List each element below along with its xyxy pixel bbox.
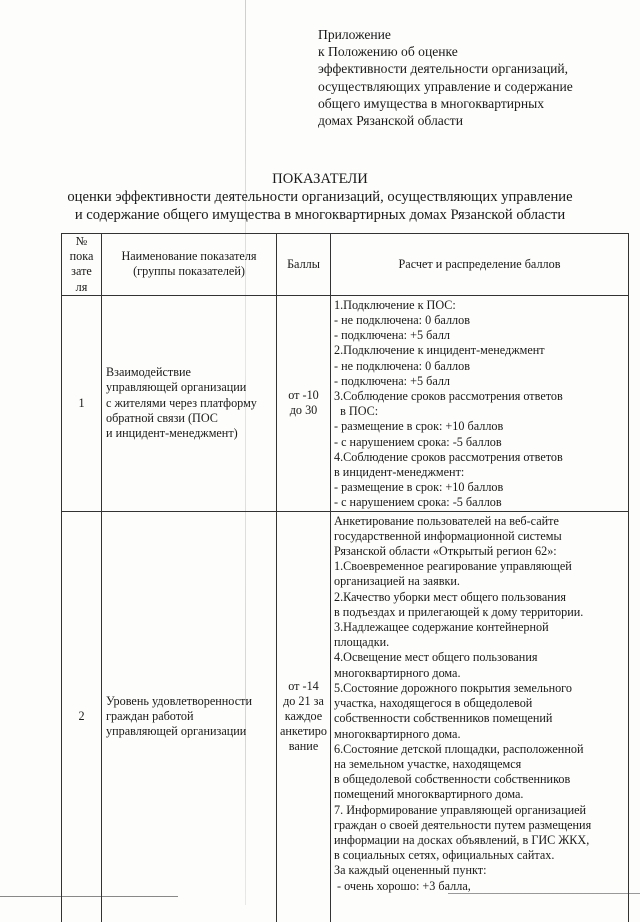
row-calc-line: 7. Информирование управляющей организацией [334,802,587,817]
row-points [277,295,331,511]
row-name-line: Взаимодействие [106,365,191,380]
row-calc-line: 1.Своевременное реагирование управляющей [334,559,572,574]
row-name-line: и инцидент-менеджмент) [106,426,238,441]
row-calc-line: в общедолевой собственности собственников [334,772,571,787]
row-calc-line: в подъездах и прилегающей к дому территории. [334,604,584,619]
row-calc-line: 2.Подключение к инцидент-менеджмент [334,343,545,358]
row-points-line: до 30 [289,403,318,418]
row-calc-line: - размещение в срок: +10 баллов [334,480,504,495]
row-calc-line: - не подключена: 0 баллов [334,358,470,373]
header-name-line: Наименование показателя [121,249,257,264]
header-calc: Расчет и распределение баллов [331,234,629,296]
row-calc-line: 4.Соблюдение сроков рассмотрения ответов [334,449,563,464]
appendix-block [318,26,618,129]
indicators-table [61,233,629,922]
row-points [277,511,331,922]
header-num-line: зате [71,264,92,279]
row-calc-line: граждан о своей деятельности путем размещения [334,817,592,832]
row-name-line: управляющей организации [106,724,247,739]
row-calc [331,511,629,922]
row-name [102,511,277,922]
row-calc-line: - не подключена: 0 баллов [334,313,470,328]
row-calc-line: площадки. [334,635,390,650]
row-calc-line: 3.Надлежащее содержание контейнерной [334,620,549,635]
row-calc-line: 2.Качество уборки мест общего пользования [334,589,566,604]
row-points-line: анкетиро [280,724,327,739]
row-calc-line: информации на досках объявлений, в ГИС ЖКХ, [334,832,590,847]
header-num-line: пока [69,249,94,264]
row-calc-line: в социальных сетях, официальных сайтах. [334,848,555,863]
row-num: 2 [62,511,102,922]
row-calc-line: участка, находящегося в общедолевой [334,696,533,711]
row-calc-line: в ПОС: [334,404,379,419]
row-calc [331,295,629,511]
row-num: 1 [62,295,102,511]
row-name [102,295,277,511]
row-calc-line: - размещение в срок: +10 баллов [334,419,504,434]
row-name-line: с жителями через платформу [106,395,257,410]
header-points: Баллы [277,234,331,296]
row-calc-line: 4.Освещение мест общего пользования [334,650,538,665]
header-name-line: (группы показателей) [133,264,245,279]
row-calc-line: 1.Подключение к ПОС: [334,297,456,312]
row-points-line: каждое [284,709,323,724]
row-calc-line: в инцидент-менеджмент: [334,465,465,480]
row-name-line: обратной связи (ПОС [106,410,218,425]
row-calc-line: Анкетирование пользователей на веб-сайте [334,513,559,528]
row-calc-line: Рязанской области «Открытый регион 62»: [334,544,557,559]
header-num-line: № [75,234,88,248]
row-calc-line: 5.Состояние дорожного покрытия земельного [334,680,572,695]
row-calc-line: многоквартирного дома. [334,665,461,680]
appendix-line: общего имущества в многоквартирных [318,95,545,111]
row-calc-line: - подключена: +5 балл [334,328,451,343]
row-calc-line: многоквартирного дома. [334,726,461,741]
row-calc-line: За каждый оцененный пункт: [334,863,487,878]
document-title [0,170,640,224]
appendix-line: к Положению об оценке [318,44,458,60]
table-row [62,511,629,922]
row-points-line: вание [288,739,319,754]
row-calc-line: на земельном участке, находящемся [334,756,522,771]
row-points-line: до 21 за [283,693,324,708]
row-name-line: граждан работой [106,709,194,724]
row-points-line: от -14 [288,678,319,693]
row-name-line: управляющей организации [106,380,247,395]
header-num [62,234,102,296]
appendix-line: осуществляющих управление и содержание [318,78,573,94]
row-calc-line: государственной информационной системы [334,528,562,543]
row-calc-line: - с нарушением срока: -5 баллов [334,434,502,449]
appendix-line: эффективности деятельности организаций, [318,61,569,77]
table-row [62,295,629,511]
title-subtitle-line: и содержание общего имущества в многоквартирных домах Рязанской области [74,207,566,223]
row-calc-line: организацией на заявки. [334,574,460,589]
row-calc-line: - подключена: +5 балл [334,373,451,388]
row-name-line: Уровень удовлетворенности [106,693,252,708]
title-subtitle-line: оценки эффективности деятельности организаций, осуществляющих управление [67,189,573,205]
row-calc-line: помещений многоквартирного дома. [334,787,524,802]
appendix-line: домах Рязанской области [318,113,464,129]
title-heading: ПОКАЗАТЕЛИ [272,171,368,187]
row-points-line: от -10 [288,388,319,403]
row-calc-line: 6.Состояние детской площадки, расположенной [334,741,584,756]
row-calc-line: собственности собственников помещений [334,711,553,726]
row-calc-line: - очень хорошо: +3 балла, [334,878,471,893]
header-num-line: ля [75,279,88,294]
table-header-row [62,234,629,296]
appendix-line: Приложение [318,27,391,42]
row-calc-line: 3.Соблюдение сроков рассмотрения ответов [334,389,563,404]
row-calc-line: - с нарушением срока: -5 баллов [334,495,502,510]
header-name [102,234,277,296]
